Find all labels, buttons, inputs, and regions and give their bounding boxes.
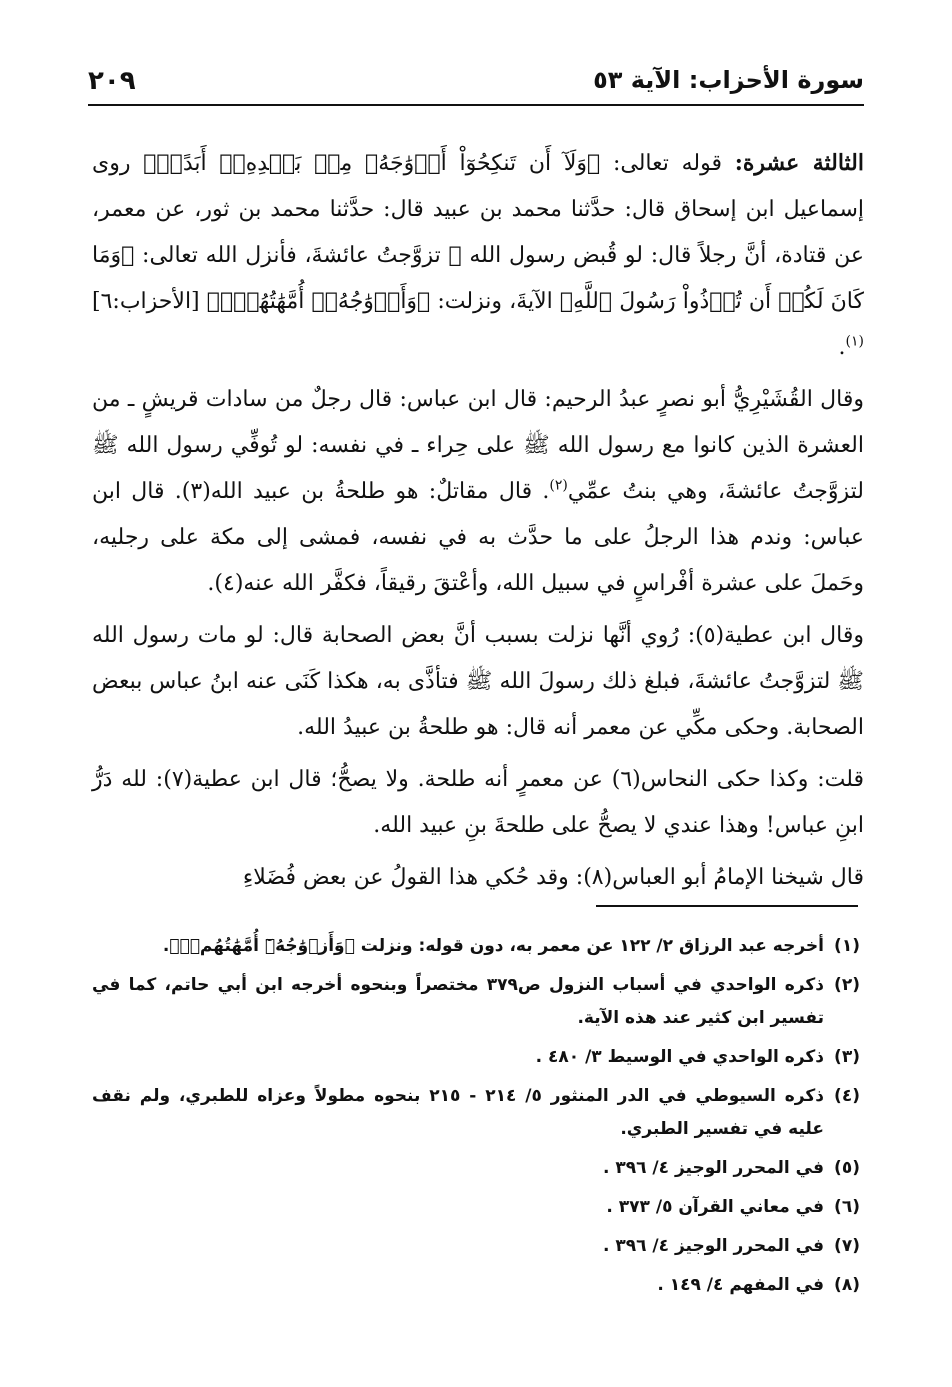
footnote-number: (٥) [834, 1158, 860, 1178]
footnote-text: في المحرر الوجيز ٤/ ٣٩٦ . [602, 1236, 824, 1256]
footnote [92, 1080, 860, 1146]
footnote-separator [596, 905, 858, 907]
paragraph-tail: . [838, 335, 846, 360]
paragraph-1 [92, 140, 864, 371]
footnote [92, 1230, 860, 1263]
paragraph-tail: . قال مقاتلٌ: هو طلحةُ بن عبيد الله(٣). قال ابن عباس: وندم هذا الرجلُ على ما حدَّث به في نفسه، فمشى إلى مكة على رجليه، وحَملَ على عشرة أفْراسٍ في سبيل الله، وأعْتقَ رقيقاً، فكفَّر الله عنه(٤). [92, 479, 864, 596]
footnote-ref: (٢) [549, 477, 568, 494]
paragraph-2 [92, 377, 864, 607]
footnote [92, 969, 860, 1035]
footnote [92, 930, 860, 963]
footnote-text: ذكره الواحدي في الوسيط ٣/ ٤٨٠ . [535, 1047, 824, 1067]
page-header [88, 62, 864, 102]
page-number: ٢٠٩ [88, 66, 136, 96]
footnote-text: في المفهم ٤/ ١٤٩ . [657, 1275, 824, 1295]
running-title: سورة الأحزاب: الآية ٥٣ [593, 66, 864, 94]
footnote-number: (١) [834, 936, 860, 956]
footnote [92, 1152, 860, 1185]
main-text [92, 140, 864, 907]
section-heading: الثالثة عشرة: [734, 150, 864, 176]
footnote-number: (٤) [834, 1086, 860, 1106]
footnote-number: (٧) [834, 1236, 860, 1256]
footnote-text: في المحرر الوجيز ٤/ ٣٩٦ . [602, 1158, 824, 1178]
footnote-text: ذكره الواحدي في أسباب النزول ص٣٧٩ مختصراً وبنحوه أخرجه ابن أبي حاتم، كما في تفسير ابن كثير عند هذه الآية. [92, 975, 824, 1028]
paragraph-text: وقال القُشَيْرِيُّ أبو نصرٍ عبدُ الرحيم: قال ابن عباس: قال رجلٌ من سادات قريشٍ ـ من العشرة الذين كانوا مع رسول الله ﷺ على حِراء ـ في نفسه: لو تُوفِّي رسول الله ﷺ لتزوَّجتُ عائشةَ، وهي بنتُ عمِّي [92, 387, 864, 504]
footnote [92, 1191, 860, 1224]
footnote-number: (٣) [834, 1047, 860, 1067]
footnote-number: (٦) [834, 1197, 860, 1217]
footnote-text: ذكره السيوطي في الدر المنثور ٥/ ٢١٤ - ٢١٥ بنحوه مطولاً وعزاه للطبري، ولم نقف عليه في تفسير الطبري. [92, 1086, 824, 1139]
footnote [92, 1041, 860, 1074]
paragraph-text: وقال ابن عطية(٥): رُوي أنَّها نزلت بسبب أنَّ بعض الصحابة قال: لو مات رسول الله ﷺ لتزوَّجتُ عائشةَ، فبلغ ذلك رسولَ الله ﷺ فتأذَّى به، هكذا كَنَى عنه ابنُ عباس ببعض الصحابة. وحكى مكِّي عن معمر أنه قال: هو طلحةُ بن عبيدُ الله. [92, 623, 864, 740]
footnote-text: أخرجه عبد الرزاق ٢/ ١٢٢ عن معمر به، دون قوله: ونزلت ﴿وَأَزۡوَٰجُهُۥٓ أُمَّهَٰتُهُمۡۗ﴾. [162, 936, 824, 956]
footnote [92, 1269, 860, 1302]
footnote-number: (٨) [834, 1275, 860, 1295]
paragraph-text: قوله تعالى: ﴿وَلَآ أَن تَنكِحُوٓاْ أَزۡوَٰجَهُۥ مِنۢ بَعۡدِهِۦٓ أَبَدًاۚ﴾ روى إسماعيل ابن إسحاق قال: حدَّثنا محمد بن عبيد قال: حدَّثنا محمد بن ثور، عن معمر، عن قتادة، أنَّ رجلاً قال: لو قُبض رسول الله ﷺ تزوَّجتُ عائشةَ، فأنزل الله تعالى: ﴿وَمَا كَانَ لَكُمۡ أَن تُؤۡذُواْ رَسُولَ ٱللَّهِ﴾ الآيةَ، ونزلت: ﴿وَأَزۡوَٰجُهُۥٓ أُمَّهَٰتُهُمۡۗ﴾ [الأحزاب:٦] [92, 151, 864, 314]
footnote-number: (٢) [834, 975, 860, 995]
footnotes [92, 930, 860, 1308]
paragraph-3 [92, 613, 864, 751]
paragraph-text: قال شيخنا الإمامُ أبو العباس(٨): وقد حُكي هذا القولُ عن بعض فُضَلاءِ [242, 865, 864, 890]
footnote-text: في معاني القرآن ٥/ ٣٧٣ . [606, 1197, 824, 1217]
paragraph-4 [92, 757, 864, 849]
paragraph-5 [92, 855, 864, 901]
header-rule [88, 104, 864, 106]
paragraph-text: قلت: وكذا حكى النحاس(٦) عن معمرٍ أنه طلحة. ولا يصحُّ؛ قال ابن عطية(٧): لله دَرُّ ابنِ عباس! وهذا عندي لا يصحُّ على طلحةَ بنِ عبيد الله. [92, 767, 865, 838]
footnote-ref: (١) [845, 333, 864, 350]
